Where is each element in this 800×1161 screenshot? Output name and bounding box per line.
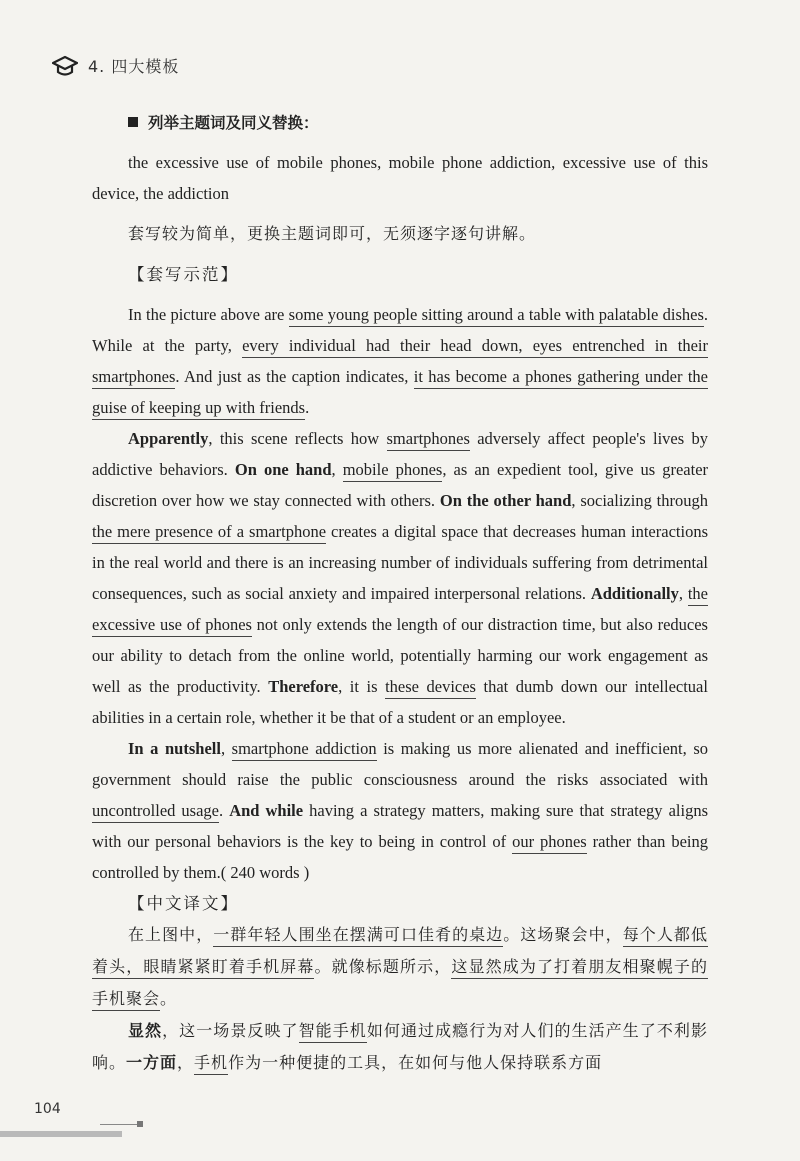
synonyms-paragraph: the excessive use of mobile phones, mobile phone addiction, excessive use of this device, the addiction [92, 153, 708, 203]
underlined-phrase: it has become a phones gathering under the guise of keeping up with friends [92, 367, 708, 420]
underlined-phrase: our phones [512, 832, 587, 854]
underlined-phrase: 手机 [194, 1053, 228, 1075]
bold-connector: In a nutshell [128, 739, 221, 758]
underlined-phrase: 这显然成为了打着朋友相聚幌子的手机聚会 [92, 957, 708, 1011]
translation-tag: 【中文译文】 [128, 894, 239, 913]
bold-connector: Apparently [128, 429, 209, 448]
bold-connector: Therefore [268, 677, 339, 696]
translation-paragraph-2: 显然，这一场景反映了智能手机如何通过成瘾行为对人们的生活产生了不利影响。一方面，手机作为一种便捷的工具，在如何与他人保持联系方面 [92, 1015, 708, 1079]
underlined-phrase: the mere presence of a smartphone [92, 522, 326, 544]
footer-square [137, 1121, 143, 1127]
page-body [92, 108, 708, 1079]
underlined-phrase: smartphones [387, 429, 470, 451]
sample-paragraph-2: Apparently, this scene reflects how smartphones adversely affect people's lives by addictive behaviors. On one hand, mobile phones, as an expedient tool, give us greater discretion over how we stay connected with others. On the other hand, socializing through the mere presence of a smartphone creates a digital space that decreases human interactions in the real world and there is an increasing number of individuals suffering from detrimental consequences, such as social anxiety and impaired interpersonal relations. Additionally, the excessive use of phones not only extends the length of our distraction time, but also reduces our ability to detach from the online world, potentially harming our work engagement as well as the productivity. Therefore, it is these devices that dumb down our intellectual abilities in a certain role, whether it be that of a student or an employee. [92, 429, 709, 727]
bold-connector: 一方面 [126, 1053, 178, 1072]
graduation-cap-icon [52, 55, 78, 77]
square-bullet-icon [128, 117, 138, 127]
section-title: 列举主题词及同义替换： [148, 114, 319, 132]
underlined-phrase: 智能手机 [299, 1021, 367, 1043]
chapter-header [52, 54, 179, 77]
underlined-phrase: 每个人都低着头，眼睛紧紧盯着手机屏幕 [92, 925, 708, 979]
footer-bar [0, 1131, 122, 1137]
bold-connector: 显然 [128, 1021, 163, 1040]
underlined-phrase: every individual had their head down, eyes entrenched in their smartphones [92, 336, 708, 389]
bold-connector: Additionally [590, 584, 679, 603]
underlined-phrase: smartphone addiction [232, 739, 377, 761]
underlined-phrase: uncontrolled usage [92, 801, 219, 823]
bold-connector: On one hand [234, 460, 332, 479]
translation-paragraph-1: 在上图中，一群年轻人围坐在摆满可口佳肴的桌边。这场聚会中，每个人都低着头，眼睛紧紧盯着手机屏幕。就像标题所示，这显然成为了打着朋友相聚幌子的手机聚会。 [92, 919, 708, 1015]
sample-paragraph-3: In a nutshell, smartphone addiction is making us more alienated and inefficient, so government should raise the public consciousness around the risks associated with uncontrolled usage. And while having a strategy matters, making sure that strategy aligns with our personal behaviors is the key to being in control of our phones rather than being controlled by them.( 240 words ) [92, 739, 709, 882]
underlined-phrase: these devices [385, 677, 476, 699]
bold-connector: And while [229, 801, 304, 820]
note-paragraph: 套写较为简单，更换主题词即可，无须逐字逐句讲解。 [128, 224, 537, 243]
word-count: ( 240 words ) [220, 863, 310, 882]
underlined-phrase: some young people sitting around a table with palatable dishes [289, 305, 704, 327]
chapter-title: 4. 四大模板 [88, 57, 180, 76]
underlined-phrase: the excessive use of phones [92, 584, 708, 637]
underlined-phrase: mobile phones [343, 460, 443, 482]
sample-tag: 【套写示范】 [128, 265, 239, 284]
section-heading [92, 108, 708, 139]
page-number: 104 [34, 1101, 61, 1117]
sample-paragraph-1: In the picture above are some young people sitting around a table with palatable dishes. While at the party, every individual had their head down, eyes entrenched in their smartphones. And just as the caption indicates, it has become a phones gathering under the guise of keeping up with friends. [92, 299, 708, 423]
underlined-phrase: 一群年轻人围坐在摆满可口佳肴的桌边 [213, 925, 503, 947]
footer-line [100, 1124, 138, 1125]
bold-connector: On the other hand [439, 491, 572, 510]
